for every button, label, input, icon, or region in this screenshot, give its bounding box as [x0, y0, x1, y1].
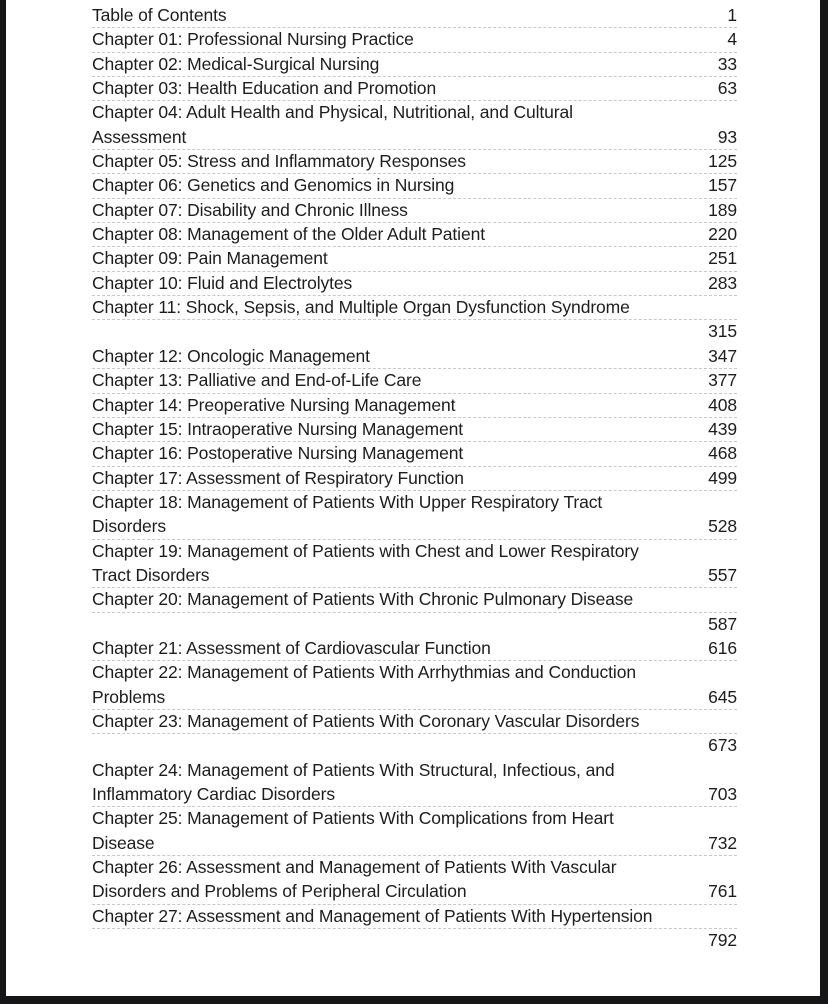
toc-entry[interactable]: [92, 540, 737, 589]
toc-entry[interactable]: [92, 77, 737, 101]
toc-entry-title[interactable]: Tract Disorders: [92, 564, 210, 585]
toc-entry-pageline: [92, 320, 737, 344]
toc-entry-line: [92, 199, 737, 223]
toc-entry-page[interactable]: 283: [708, 272, 737, 293]
toc-entry-title[interactable]: Disorders and Problems of Peripheral Circulation: [92, 881, 467, 902]
toc-entry-line: [92, 150, 737, 174]
toc-entry[interactable]: [92, 588, 737, 637]
toc-entry[interactable]: [92, 150, 737, 174]
toc-entry-line: [92, 126, 737, 150]
toc-entry-page[interactable]: 125: [708, 151, 737, 172]
toc-entry-title[interactable]: Chapter 16: Postoperative Nursing Management: [92, 443, 464, 464]
toc-entry[interactable]: [92, 28, 737, 52]
toc-entry-title[interactable]: Disorders: [92, 516, 166, 537]
toc-entry-title[interactable]: Chapter 25: Management of Patients With Complications from Heart: [92, 808, 614, 829]
toc-entry-title[interactable]: Problems: [92, 686, 166, 707]
toc-entry-title[interactable]: Chapter 14: Preoperative Nursing Management: [92, 394, 456, 415]
toc-entry[interactable]: [92, 418, 737, 442]
toc-entry-page[interactable]: 377: [708, 370, 737, 391]
toc-entry[interactable]: [92, 807, 737, 856]
toc-entry[interactable]: [92, 710, 737, 759]
toc-entry-title[interactable]: Chapter 11: Shock, Sepsis, and Multiple Organ Dysfunction Syndrome: [92, 296, 737, 320]
toc-entry-page[interactable]: 315: [708, 321, 737, 342]
toc-entry-page[interactable]: 732: [708, 832, 737, 853]
toc-entry-title[interactable]: Chapter 21: Assessment of Cardiovascular Function: [92, 637, 491, 658]
toc-entry-title[interactable]: Chapter 15: Intraoperative Nursing Management: [92, 418, 463, 439]
toc-entry-line: [92, 880, 737, 904]
toc-entry[interactable]: [92, 467, 737, 491]
toc-entry-line: [92, 783, 737, 807]
toc-entry-pageline: [92, 929, 737, 953]
toc-entry-page[interactable]: 645: [708, 686, 737, 707]
toc-entry-title[interactable]: Chapter 04: Adult Health and Physical, Nutritional, and Cultural: [92, 102, 573, 123]
toc-entry-page[interactable]: 93: [717, 126, 737, 147]
toc-entry-page[interactable]: 4: [727, 29, 737, 50]
toc-entry-line: [92, 77, 737, 101]
toc-entry-page[interactable]: 33: [717, 53, 737, 74]
toc-entry-page[interactable]: 761: [708, 881, 737, 902]
toc-entry[interactable]: [92, 345, 737, 369]
toc-entry[interactable]: [92, 174, 737, 198]
toc-entry-line: [92, 53, 737, 77]
toc-entry-line: [92, 686, 737, 710]
toc-entry-line: [92, 28, 737, 52]
toc-entry-line: [92, 418, 737, 442]
toc-entry-line: [92, 174, 737, 198]
toc-entry-page[interactable]: 616: [708, 637, 737, 658]
toc-entry-page[interactable]: 557: [708, 564, 737, 585]
toc-entry-page[interactable]: 408: [708, 394, 737, 415]
toc-entry-page[interactable]: 792: [708, 930, 737, 951]
toc-entry[interactable]: [92, 247, 737, 271]
toc-entry-line: [92, 394, 737, 418]
toc-entry-title[interactable]: Assessment: [92, 126, 187, 147]
toc-entry-title[interactable]: Chapter 17: Assessment of Respiratory Function: [92, 467, 464, 488]
toc-entry-title[interactable]: Chapter 18: Management of Patients With Upper Respiratory Tract: [92, 491, 603, 512]
toc-entry[interactable]: [92, 661, 737, 710]
toc-entry-line: [92, 564, 737, 588]
toc-entry-pageline: [92, 613, 737, 637]
toc-entry-page[interactable]: 587: [708, 613, 737, 634]
toc-entry-page[interactable]: 439: [708, 418, 737, 439]
toc-entry-line: [92, 247, 737, 271]
toc-entry[interactable]: [92, 223, 737, 247]
toc-entry-line: [92, 272, 737, 296]
toc-entry-title[interactable]: Chapter 23: Management of Patients With Coronary Vascular Disorders: [92, 710, 737, 734]
toc-entry-line: [92, 442, 737, 466]
toc-entry-title[interactable]: Chapter 10: Fluid and Electrolytes: [92, 272, 353, 293]
toc-entry-title[interactable]: Chapter 24: Management of Patients With Structural, Infectious, and: [92, 759, 615, 780]
toc-entry-pageline: [92, 734, 737, 758]
toc-entry-title[interactable]: Inflammatory Cardiac Disorders: [92, 784, 336, 804]
toc-entry-line: [92, 345, 737, 369]
bottom-edge-bar: [0, 996, 828, 1004]
toc-entry-title[interactable]: Chapter 27: Assessment and Management of Patients With Hypertension: [92, 905, 737, 929]
toc-entry-line: [92, 637, 737, 661]
toc-entry-line: [92, 515, 737, 539]
toc-entry-title[interactable]: Chapter 06: Genetics and Genomics in Nursing: [92, 175, 455, 196]
toc-entry-page[interactable]: 220: [708, 224, 737, 245]
toc-entry-title[interactable]: Chapter 19: Management of Patients with Chest and Lower Respiratory: [92, 540, 639, 561]
toc-entry[interactable]: [92, 759, 737, 808]
toc-entry-line: [92, 4, 737, 28]
toc-entry-page[interactable]: 468: [708, 443, 737, 464]
toc-entry-title[interactable]: Chapter 09: Pain Management: [92, 248, 328, 269]
toc-entry-page[interactable]: 703: [708, 784, 737, 804]
toc-entry-page[interactable]: 63: [717, 78, 737, 99]
toc-entry-line: [92, 467, 737, 491]
toc-list: [92, 4, 737, 953]
toc-entry-page[interactable]: 528: [708, 516, 737, 537]
toc-entry[interactable]: [92, 53, 737, 77]
toc-entry-title[interactable]: Chapter 13: Palliative and End-of-Life Care: [92, 370, 422, 391]
toc-entry-page[interactable]: 251: [708, 248, 737, 269]
toc-entry-title[interactable]: Chapter 08: Management of the Older Adult Patient: [92, 224, 485, 245]
toc-entry[interactable]: [92, 491, 737, 540]
toc-entry-title[interactable]: Chapter 22: Management of Patients With Arrhythmias and Conduction: [92, 662, 636, 683]
toc-entry-title[interactable]: Disease: [92, 832, 155, 853]
toc-entry[interactable]: [92, 856, 737, 905]
toc-entry-page[interactable]: 347: [708, 345, 737, 366]
toc-entry[interactable]: [92, 394, 737, 418]
toc-entry[interactable]: [92, 199, 737, 223]
toc-entry[interactable]: [92, 4, 737, 28]
left-edge-bar: [0, 0, 6, 1004]
toc-entry-title[interactable]: Chapter 20: Management of Patients With Chronic Pulmonary Disease: [92, 588, 737, 612]
toc-entry-line: [92, 832, 737, 856]
toc-entry[interactable]: [92, 369, 737, 393]
toc-entry-title[interactable]: Table of Contents: [92, 5, 227, 25]
toc-entry[interactable]: [92, 101, 737, 150]
toc-entry-title[interactable]: Chapter 07: Disability and Chronic Illness: [92, 199, 408, 220]
toc-entry[interactable]: [92, 637, 737, 661]
right-edge-bar: [820, 0, 828, 1004]
toc-entry[interactable]: [92, 442, 737, 466]
toc-entry-page[interactable]: 673: [708, 735, 737, 756]
toc-entry-page[interactable]: 189: [708, 199, 737, 220]
toc-entry-title[interactable]: Chapter 26: Assessment and Management of Patients With Vascular: [92, 857, 617, 878]
toc-entry-title[interactable]: Chapter 05: Stress and Inflammatory Responses: [92, 151, 466, 172]
toc-entry-title[interactable]: Chapter 01: Professional Nursing Practice: [92, 29, 414, 50]
toc-entry-title[interactable]: Chapter 02: Medical-Surgical Nursing: [92, 53, 380, 74]
toc-entry-title[interactable]: Chapter 12: Oncologic Management: [92, 345, 370, 366]
toc-entry-title[interactable]: Chapter 03: Health Education and Promotion: [92, 78, 437, 99]
toc-entry-line: [92, 369, 737, 393]
toc-entry[interactable]: [92, 905, 737, 954]
toc-entry-page[interactable]: 157: [708, 175, 737, 196]
toc-entry-page[interactable]: 1: [727, 5, 737, 25]
toc-entry[interactable]: [92, 272, 737, 296]
toc-entry-page[interactable]: 499: [708, 467, 737, 488]
toc-entry-line: [92, 223, 737, 247]
toc-entry[interactable]: [92, 296, 737, 345]
